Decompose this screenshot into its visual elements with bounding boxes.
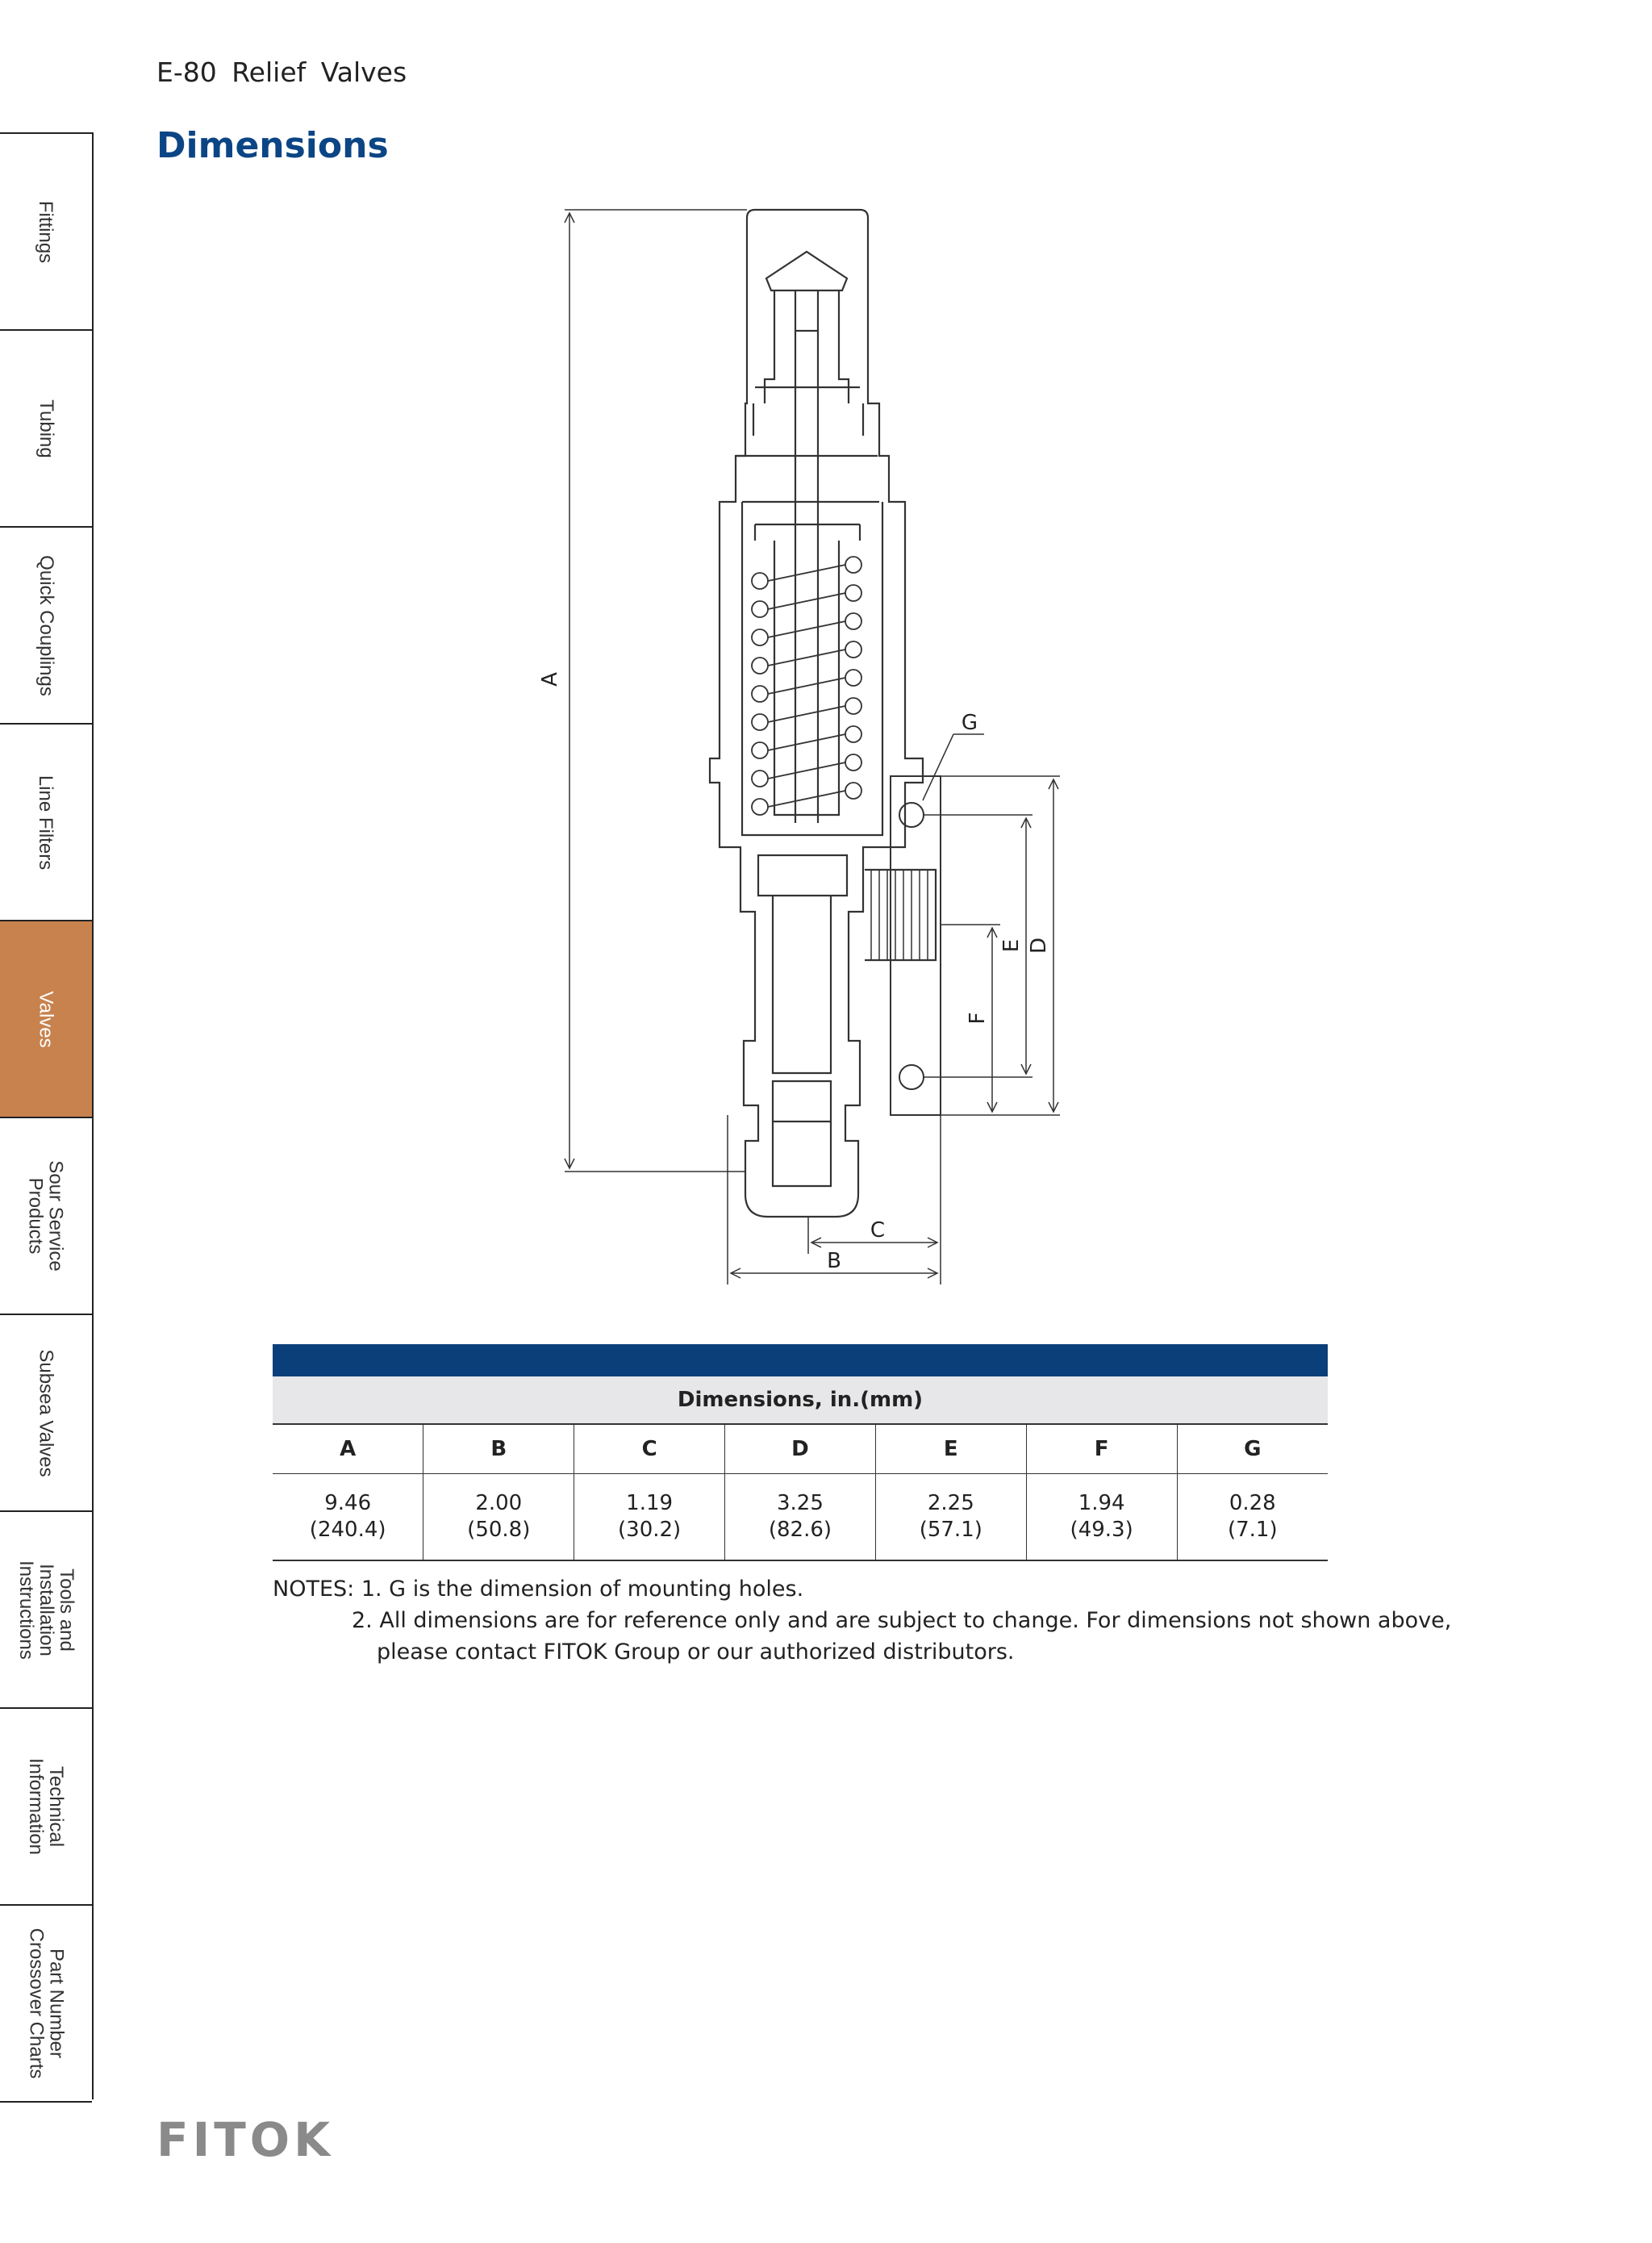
sidebar-tab-label: Technical Information [25,1757,67,1856]
column-header: C [574,1425,725,1474]
table-header-bar [273,1344,1328,1376]
value-mm: (57.1) [919,1518,982,1542]
note-2-line-1: 2. All dimensions are for reference only and are subject to change. For dimensions not shown above, [352,1608,1452,1633]
mounting-hole [899,1065,924,1089]
table-cell [1177,1474,1328,1561]
notes-prefix: NOTES: [273,1577,355,1602]
brand-logo: FITOK [156,2112,335,2167]
page-header-label: E-80 Relief Valves [156,56,407,88]
dim-label-a: A [538,672,562,687]
sidebar-tab-technical-information[interactable] [0,1709,92,1906]
table-cell [875,1474,1026,1561]
dim-label-d: D [1027,937,1051,954]
sidebar-tab-part-number-crossover[interactable] [0,1906,92,2103]
sidebar-tab-label: Valves [35,990,57,1048]
sidebar-tab-label: Fittings [35,200,57,263]
value-inch: 9.46 [324,1491,372,1515]
dim-label-c: C [870,1218,886,1243]
value-mm: (30.2) [618,1518,682,1542]
mounting-hole [899,803,924,827]
sidebar-tab-label: Quick Couplings [35,554,57,696]
value-mm: (240.4) [309,1518,386,1542]
value-mm: (49.3) [1070,1518,1133,1542]
column-header: A [273,1425,423,1474]
value-inch: 2.25 [927,1491,974,1515]
table-row [273,1474,1328,1561]
table-cell [423,1474,574,1561]
note-line-1 [273,1573,1372,1605]
value-inch: 0.28 [1229,1491,1276,1515]
table-header-row [273,1425,1328,1474]
column-header: E [875,1425,1026,1474]
value-mm: (82.6) [768,1518,832,1542]
sidebar-tab-label: Subsea Valves [35,1348,57,1477]
table-caption: Dimensions, in.(mm) [273,1376,1328,1425]
table-cell [273,1474,423,1561]
dim-label-e: E [999,938,1024,953]
column-header: F [1026,1425,1177,1474]
sidebar-tab-subsea-valves[interactable] [0,1315,92,1512]
sidebar-tab-label: Tools and Installation Instructions [15,1560,77,1660]
section-title: Dimensions [156,125,389,166]
sidebar-tab-label: Sour Service Products [25,1160,68,1272]
table-cell [1026,1474,1177,1561]
column-header: G [1177,1425,1328,1474]
value-mm: (50.8) [467,1518,531,1542]
sidebar-tab-label: Line Filters [35,775,57,870]
dim-label-g: G [961,711,978,735]
column-header: B [423,1425,574,1474]
value-inch: 3.25 [777,1491,824,1515]
note-2-line-2: please contact FITOK Group or our authorized distributors. [377,1639,1015,1664]
value-inch: 2.00 [475,1491,523,1515]
column-header: D [725,1425,876,1474]
table-cell [574,1474,725,1561]
value-inch: 1.19 [626,1491,674,1515]
table-cell [725,1474,876,1561]
sidebar-tab-label: Part Number Crossover Charts [25,1928,67,2079]
dim-label-f: F [966,1012,990,1025]
notes-block [273,1573,1452,1668]
sidebar-tab-label: Tubing [35,399,57,458]
value-inch: 1.94 [1078,1491,1125,1515]
value-mm: (7.1) [1227,1518,1278,1542]
dimensions-table [273,1344,1328,1561]
dim-label-b: B [827,1249,841,1273]
sidebar-tab-tools-installation[interactable] [0,1512,92,1709]
note-1: 1. G is the dimension of mounting holes. [361,1577,804,1602]
